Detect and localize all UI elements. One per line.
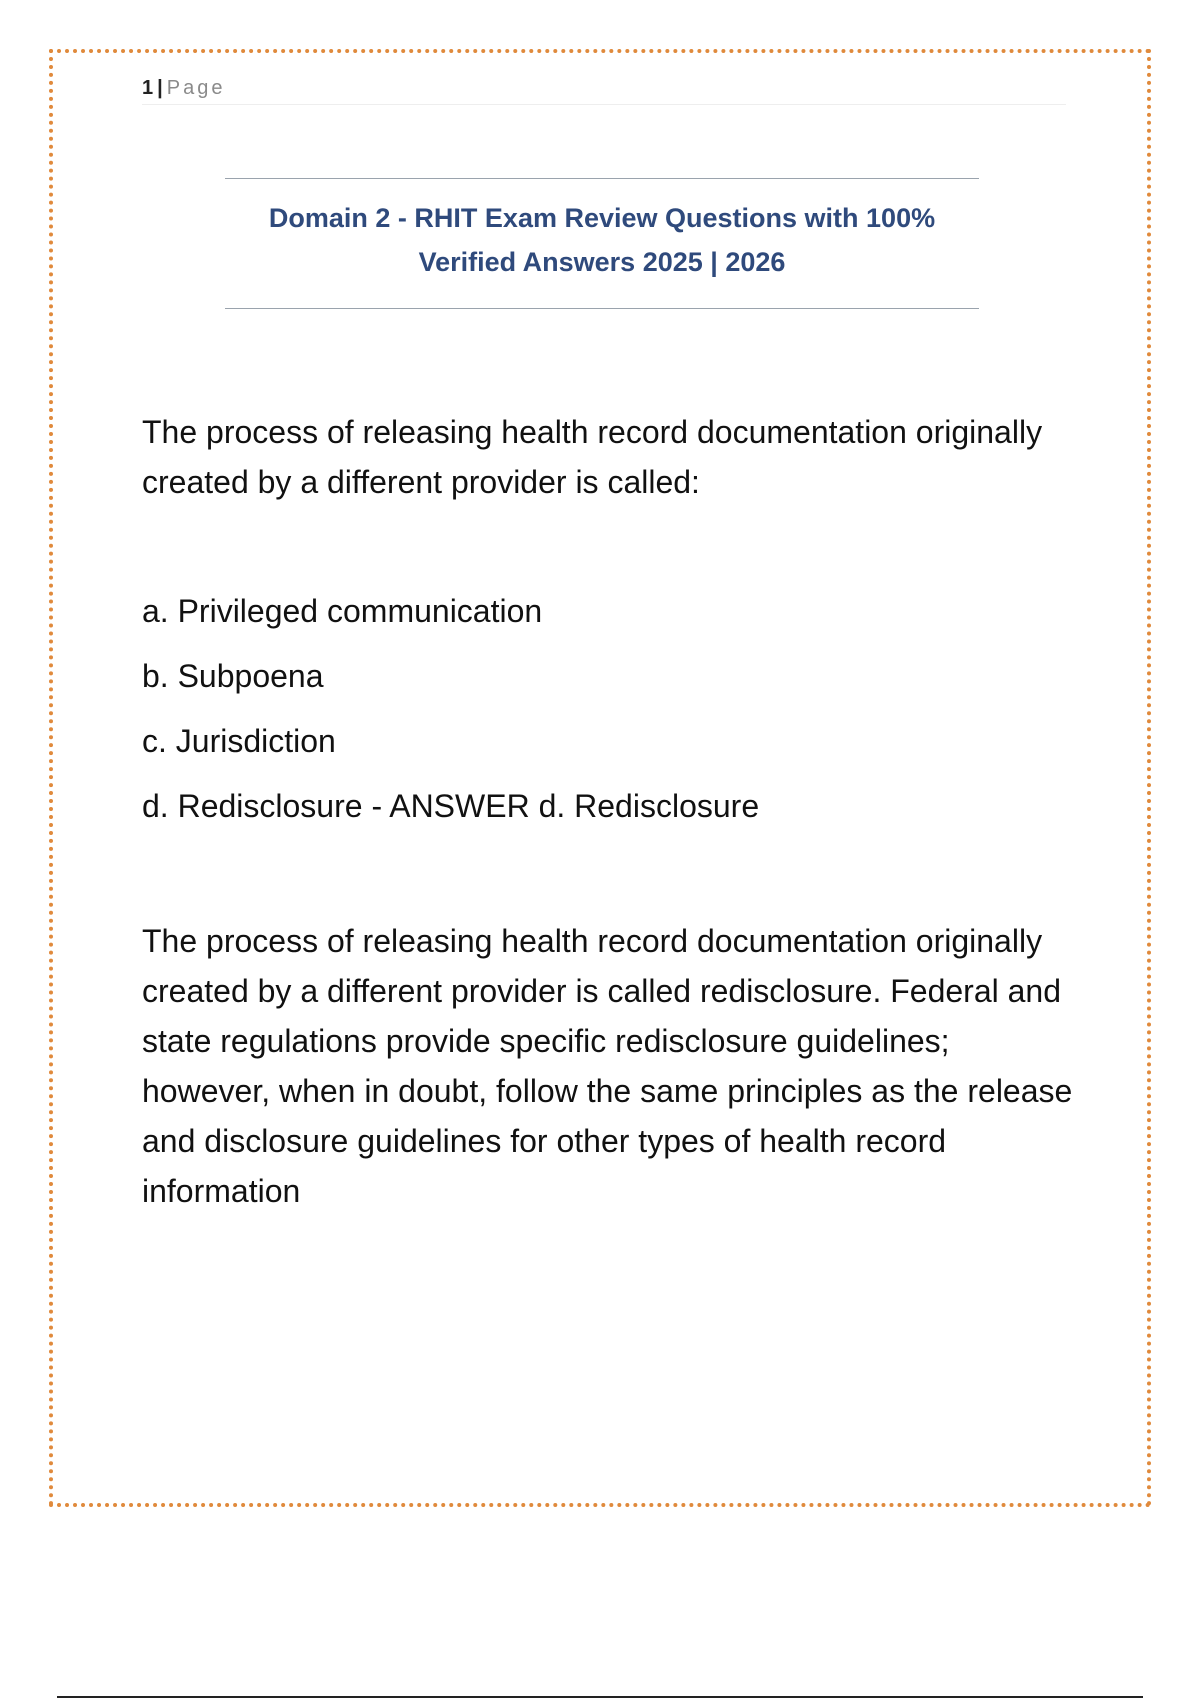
document-title-line-2: Verified Answers 2025 | 2026 bbox=[418, 247, 786, 277]
document-title-line-1: Domain 2 - RHIT Exam Review Questions with 100% bbox=[268, 203, 936, 233]
bottom-rule bbox=[57, 1696, 1143, 1698]
page-number: 1 bbox=[142, 77, 154, 99]
title-rule-bottom bbox=[225, 308, 979, 309]
page-separator: | bbox=[157, 77, 163, 99]
page-header bbox=[142, 72, 1066, 105]
option-a: a. Privileged communication bbox=[142, 593, 543, 629]
answer-options bbox=[142, 586, 1082, 846]
option-d-answer: d. Redisclosure - ANSWER d. Redisclosure bbox=[142, 788, 760, 824]
question-text: The process of releasing health record documentation originally created by a different provider is called: bbox=[142, 414, 1043, 500]
answer-explanation: The process of releasing health record documentation originally created by a different provider is called redisclosure. Federal and state regulations provide specific redisclosure guidelines; however, when in doubt, follow the same principles as the release and disclosure guidelines for other types of health record information bbox=[142, 923, 1073, 1209]
option-c: c. Jurisdiction bbox=[142, 723, 336, 759]
document-title bbox=[225, 196, 979, 284]
option-b: b. Subpoena bbox=[142, 658, 324, 694]
title-rule-top bbox=[225, 178, 979, 179]
page-label: Page bbox=[166, 77, 226, 99]
